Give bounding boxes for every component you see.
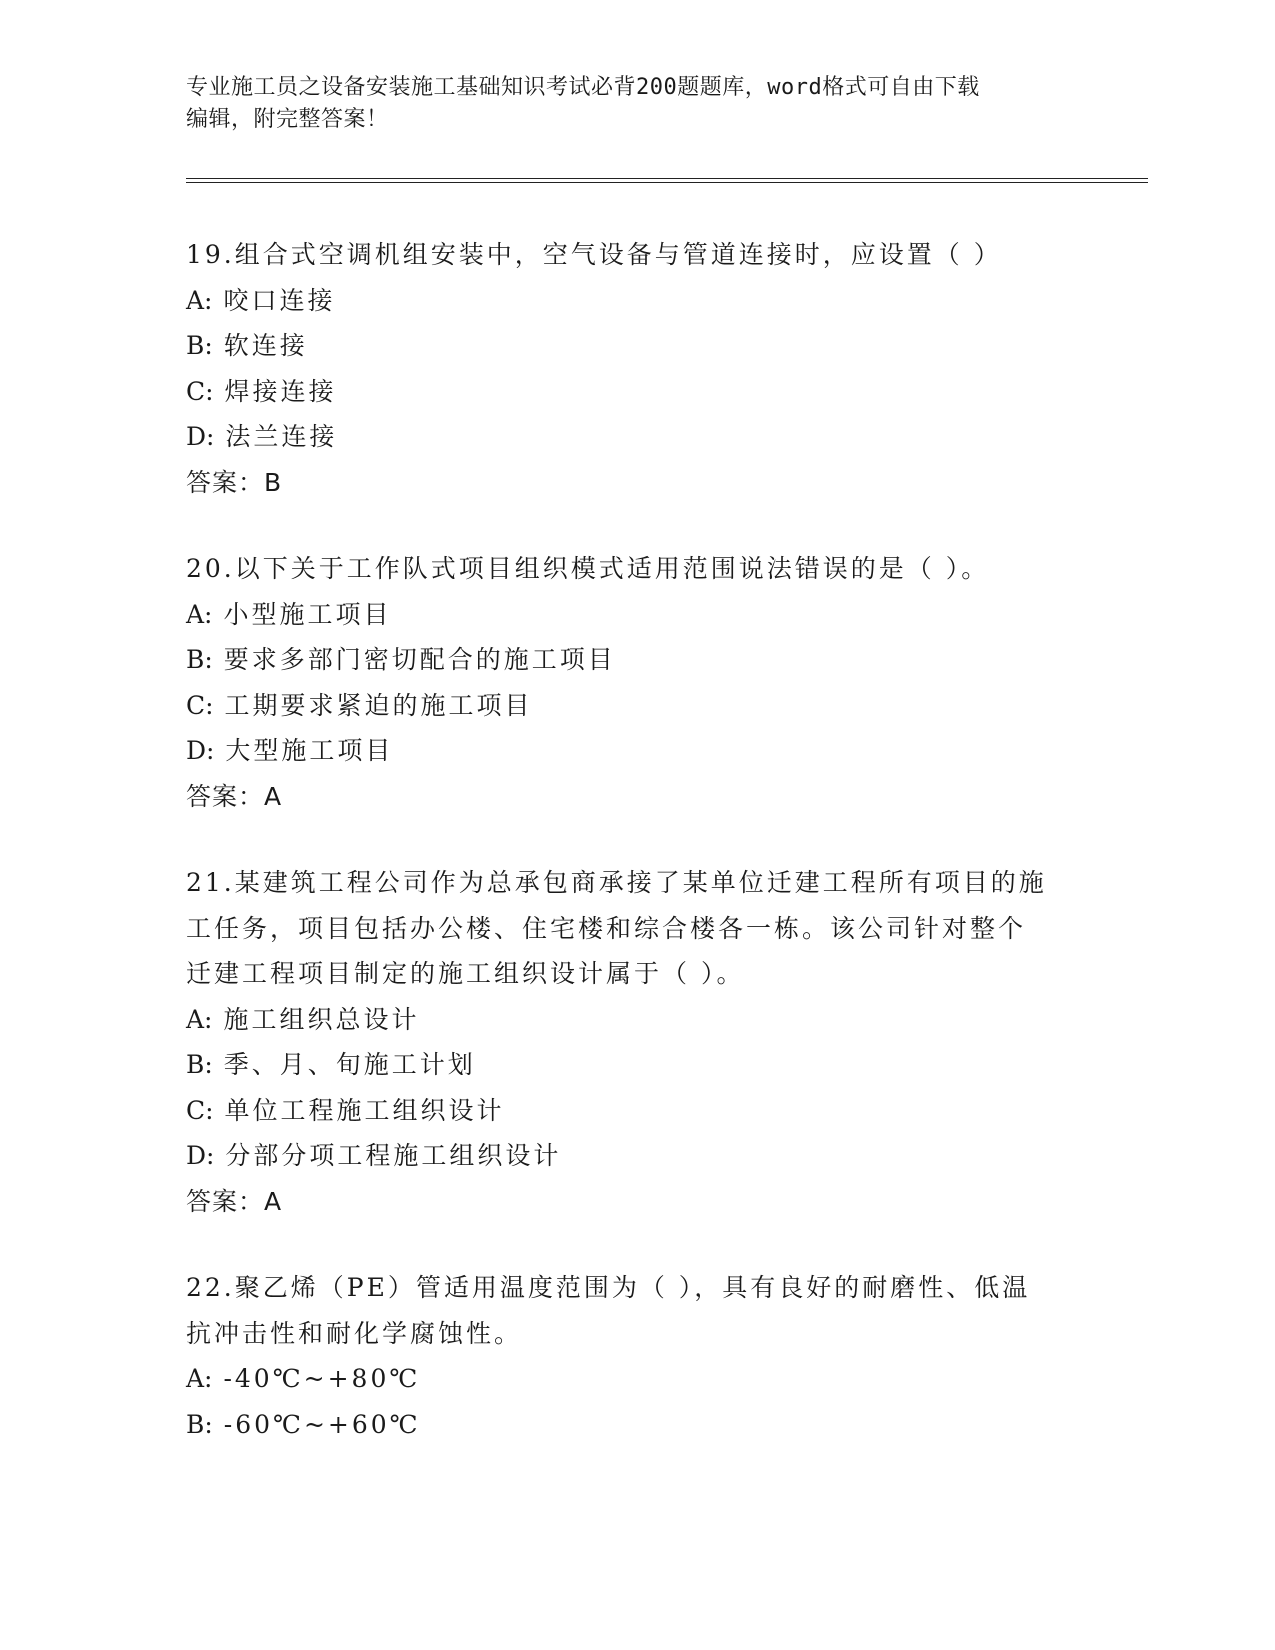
question-text: 迁建工程项目制定的施工组织设计属于（ ）。 xyxy=(186,959,745,988)
option-text: -60℃~+60℃ xyxy=(223,1409,421,1439)
option-text: -40℃~+80℃ xyxy=(223,1364,421,1393)
option-letter: D: xyxy=(186,736,215,765)
header-divider-bottom xyxy=(186,182,1148,183)
option-letter: A: xyxy=(186,1004,213,1034)
question-text: 工任务，项目包括办公楼、住宅楼和综合楼各一栋。该公司针对整个 xyxy=(186,913,1027,943)
question-text: 19.组合式空调机组安装中，空气设备与管道连接时，应设置（ ） xyxy=(186,240,1002,269)
option-text: 分部分项工程施工组织设计 xyxy=(225,1141,562,1170)
option-letter: C: xyxy=(186,690,214,720)
option-text: 咬口连接 xyxy=(223,285,336,315)
option-row xyxy=(186,278,1086,324)
option-letter: B: xyxy=(186,331,213,360)
header-divider-top xyxy=(186,178,1148,179)
header-line-1: 专业施工员之设备安装施工基础知识考试必背200题题库，word格式可自由下载 xyxy=(186,75,980,100)
option-text: 要求多部门密切配合的施工项目 xyxy=(223,645,616,674)
option-letter: D: xyxy=(186,1141,215,1170)
option-row xyxy=(186,414,1086,460)
option-text: 单位工程施工组织设计 xyxy=(224,1095,505,1125)
header-line-2: 编辑，附完整答案！ xyxy=(186,107,389,132)
question-list xyxy=(186,232,1086,1488)
option-letter: C: xyxy=(186,1095,214,1125)
answer-line: 答案：A xyxy=(186,781,283,811)
option-row xyxy=(186,323,1086,369)
option-letter: A: xyxy=(186,599,213,629)
option-row xyxy=(186,1042,1086,1088)
option-row xyxy=(186,728,1086,774)
answer-line: 答案：A xyxy=(186,1186,283,1216)
question-text: 21.某建筑工程公司作为总承包商承接了某单位迁建工程所有项目的施 xyxy=(186,868,1047,897)
question-block xyxy=(186,546,1086,819)
option-row xyxy=(186,1088,1086,1134)
question-block xyxy=(186,1265,1086,1447)
option-text: 软连接 xyxy=(223,331,308,360)
option-row xyxy=(186,592,1086,638)
option-letter: C: xyxy=(186,376,214,406)
option-letter: B: xyxy=(186,1409,213,1439)
option-text: 施工组织总设计 xyxy=(223,1004,420,1034)
question-block xyxy=(186,860,1086,1224)
option-letter: B: xyxy=(186,645,213,674)
document-header xyxy=(186,72,1066,136)
option-letter: D: xyxy=(186,422,215,451)
option-row xyxy=(186,997,1086,1043)
option-row xyxy=(186,1356,1086,1402)
option-letter: A: xyxy=(186,285,213,315)
option-text: 法兰连接 xyxy=(225,422,338,451)
option-row xyxy=(186,369,1086,415)
option-letter: A: xyxy=(186,1364,213,1393)
question-text: 22.聚乙烯（PE）管适用温度范围为（ ），具有良好的耐磨性、低温 xyxy=(186,1273,1031,1302)
option-text: 季、月、旬施工计划 xyxy=(223,1050,476,1079)
question-block xyxy=(186,232,1086,505)
option-text: 小型施工项目 xyxy=(223,599,392,629)
option-row xyxy=(186,1402,1086,1448)
option-row xyxy=(186,1133,1086,1179)
option-text: 大型施工项目 xyxy=(225,736,394,765)
option-row xyxy=(186,637,1086,683)
question-text: 20.以下关于工作队式项目组织模式适用范围说法错误的是（ ）。 xyxy=(186,554,990,583)
answer-line: 答案：B xyxy=(186,467,283,497)
option-row xyxy=(186,683,1086,729)
option-letter: B: xyxy=(186,1050,213,1079)
question-text: 抗冲击性和耐化学腐蚀性。 xyxy=(186,1318,523,1348)
option-text: 工期要求紧迫的施工项目 xyxy=(224,690,533,720)
option-text: 焊接连接 xyxy=(224,376,337,406)
